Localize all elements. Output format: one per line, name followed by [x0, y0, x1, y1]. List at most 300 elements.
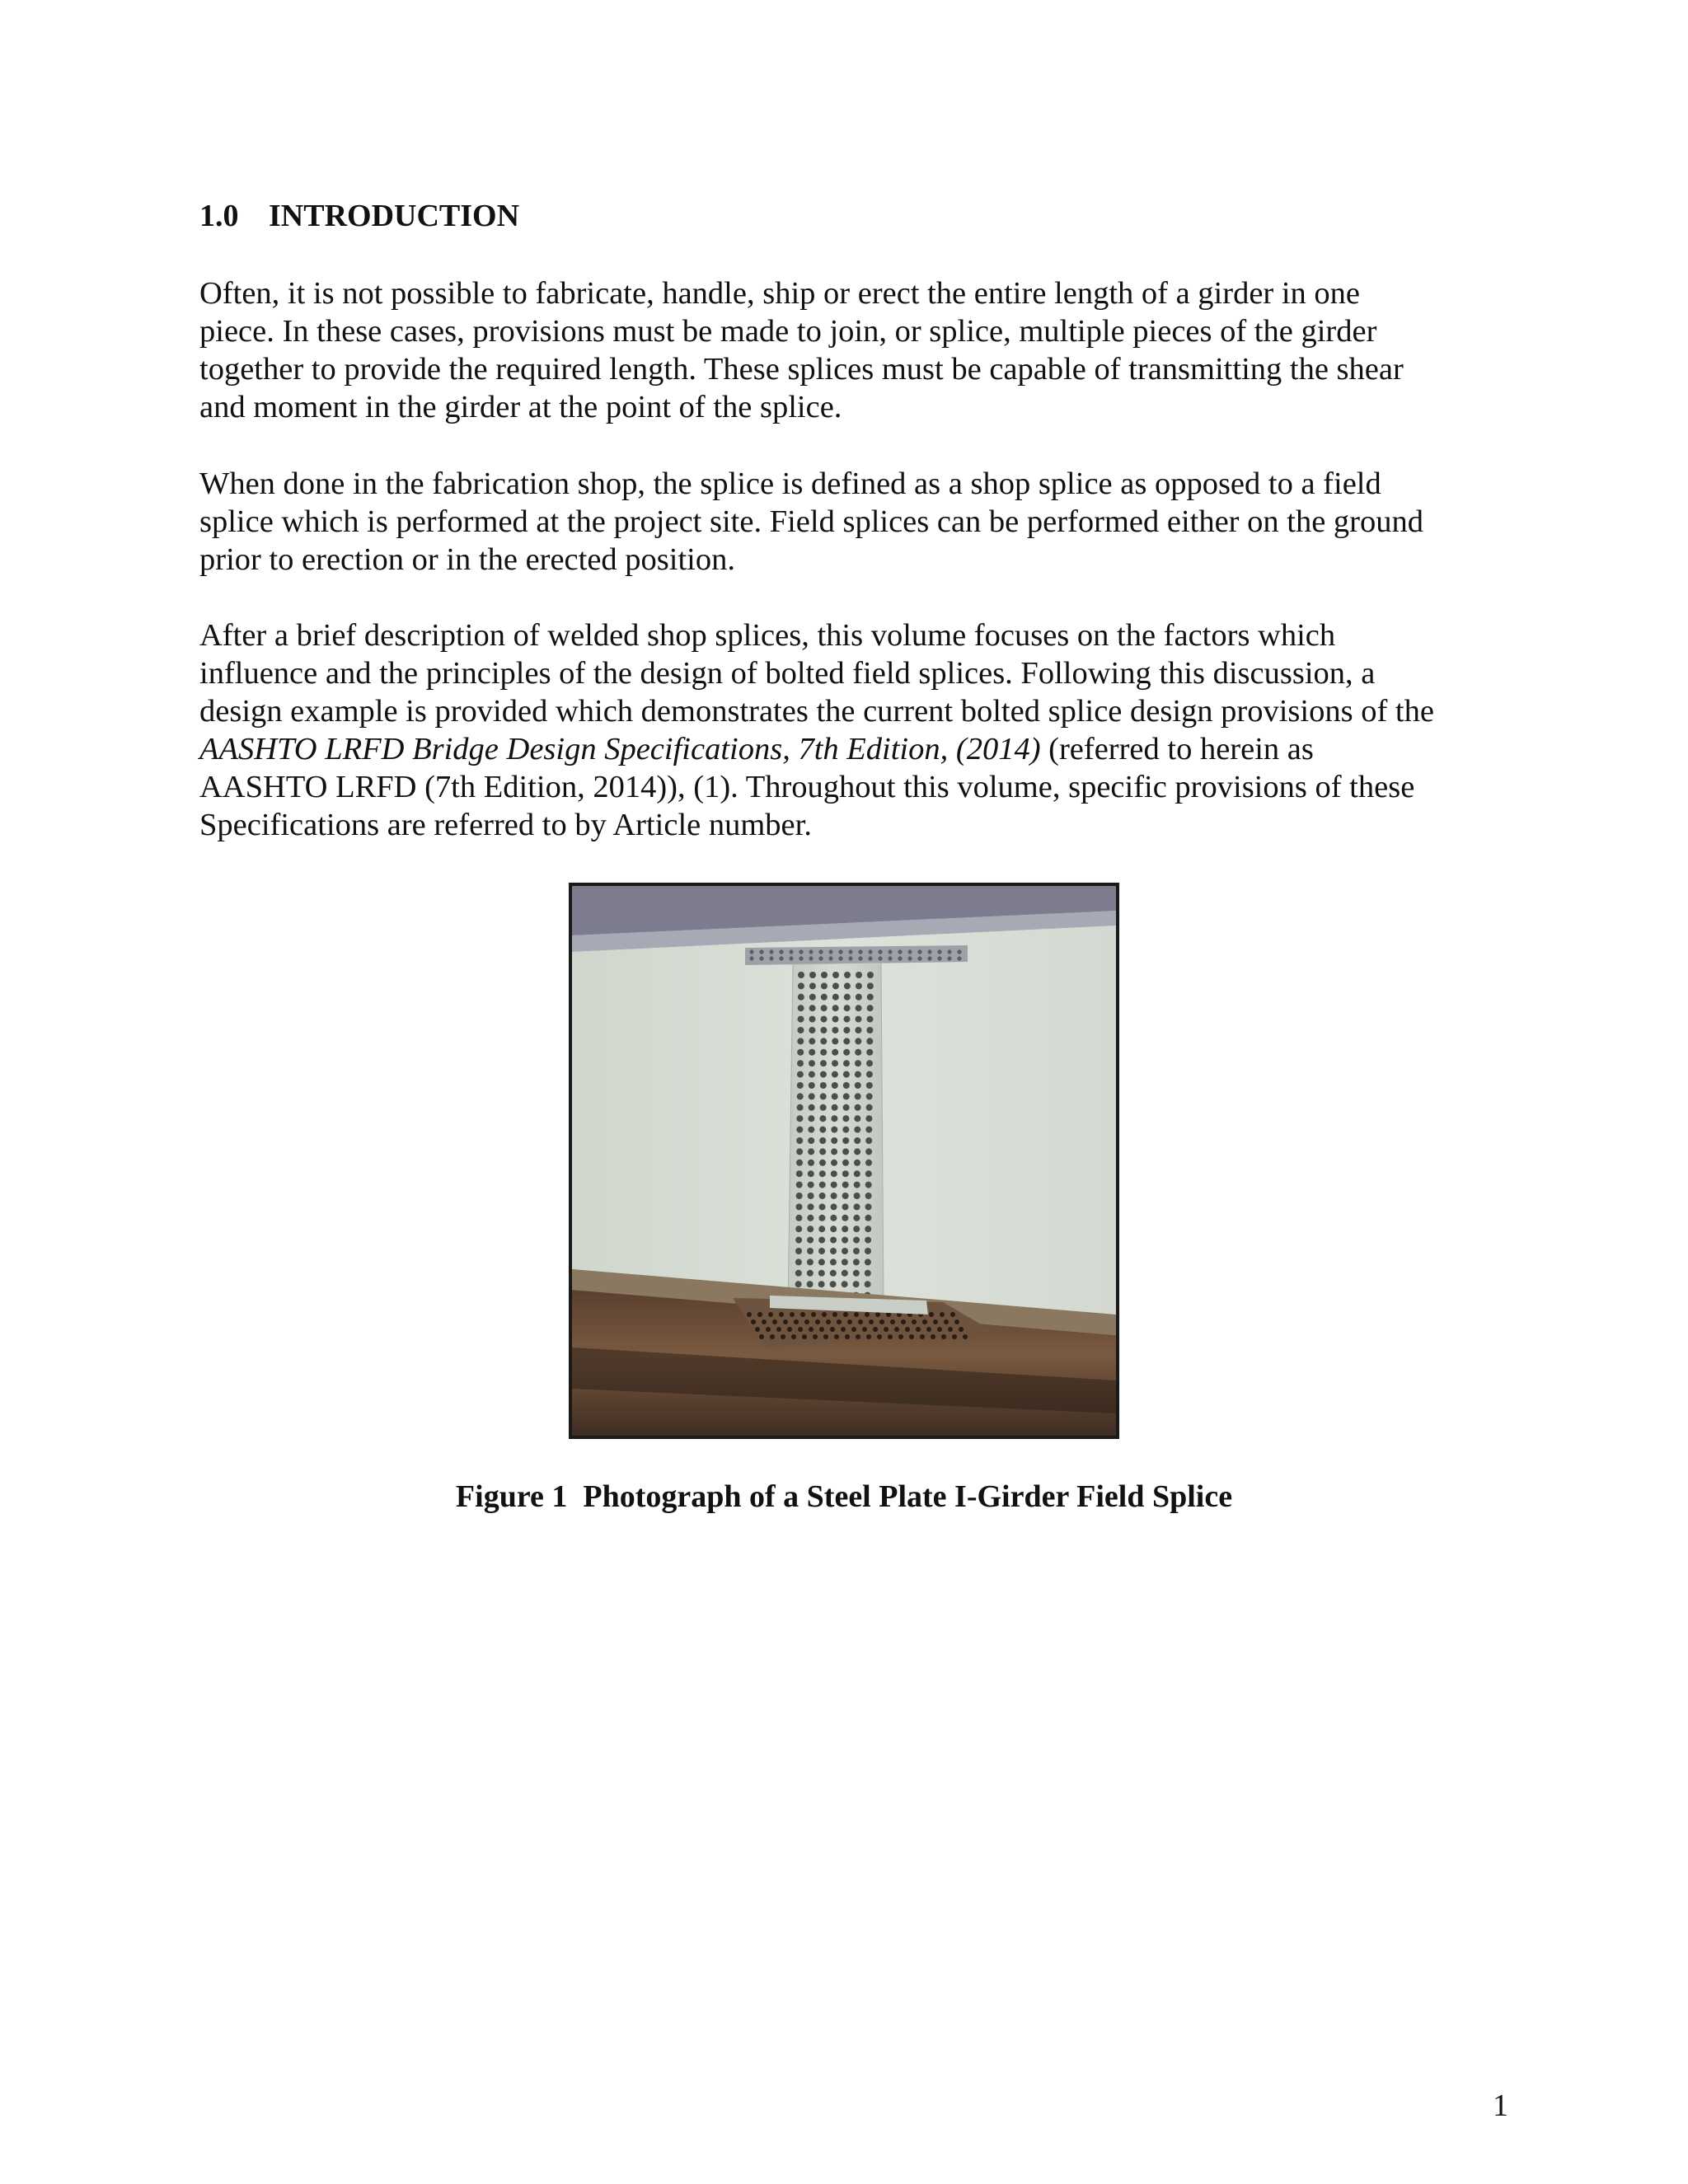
bolt [866, 1093, 873, 1099]
bolt [813, 1334, 818, 1339]
bolt [853, 1281, 860, 1287]
bolt [927, 949, 931, 954]
bolt [842, 1170, 849, 1177]
bolt [808, 1203, 814, 1210]
bolt [890, 1319, 895, 1324]
bolt [830, 1248, 837, 1254]
bolt [858, 1319, 863, 1324]
bolt [843, 1082, 850, 1089]
bolt [809, 982, 816, 989]
bolt [768, 1312, 773, 1317]
bolt [884, 1327, 889, 1332]
bolt [819, 1170, 826, 1177]
bolt [841, 1327, 846, 1332]
bolt [944, 1319, 949, 1324]
bolt [866, 1082, 873, 1089]
bolt [867, 994, 874, 1001]
bolt [809, 956, 813, 960]
bolt [819, 1148, 826, 1155]
bolt [848, 956, 852, 960]
bolt [898, 1334, 903, 1339]
bolt [854, 1182, 860, 1188]
bolt [937, 949, 941, 954]
bolt [789, 949, 793, 954]
bolt [820, 1060, 827, 1066]
bolt [866, 1334, 871, 1339]
bolt [832, 1049, 838, 1056]
section-number: 1.0 [199, 199, 239, 233]
bolt [821, 1016, 828, 1023]
bolt [832, 1312, 837, 1317]
bolt [807, 1237, 814, 1244]
bolt [798, 1005, 804, 1011]
bolt [808, 1137, 814, 1144]
bolt [856, 1005, 862, 1011]
bolt [795, 1281, 802, 1287]
bolt [832, 1060, 838, 1066]
bolt [790, 1312, 795, 1317]
bolt [821, 1005, 828, 1011]
bolt [798, 982, 804, 989]
bolt [796, 1203, 803, 1210]
bolt [796, 1160, 803, 1166]
figure-caption [0, 1477, 1688, 1516]
paragraph-1 [199, 274, 1502, 426]
bolt [894, 1327, 899, 1332]
bolt [832, 1016, 839, 1023]
bolt [832, 994, 839, 1001]
bolt [807, 1226, 814, 1232]
bolt [795, 1237, 802, 1244]
bolt [844, 994, 851, 1001]
bolt [907, 949, 912, 954]
bolt [832, 972, 839, 978]
bolt [854, 1170, 860, 1177]
bolt [791, 1334, 796, 1339]
bolt [769, 949, 773, 954]
bolt [909, 1334, 914, 1339]
bolt [818, 1258, 825, 1265]
bolt [832, 1027, 838, 1033]
bolt [802, 1334, 807, 1339]
bolt [865, 1248, 871, 1254]
bolt [831, 1160, 837, 1166]
bolt [820, 1038, 827, 1044]
bolt [800, 1312, 805, 1317]
bolt [832, 982, 839, 989]
bolt [830, 1258, 837, 1265]
bolt [831, 1137, 837, 1144]
bolt [858, 956, 862, 960]
bolt [751, 1319, 756, 1324]
bolt [798, 1016, 804, 1023]
bolt [796, 1115, 803, 1122]
bolt [862, 1327, 867, 1332]
bolt [931, 1334, 935, 1339]
bolt [807, 1270, 814, 1277]
bolt [844, 982, 851, 989]
bolt [798, 994, 804, 1001]
bolt [865, 1127, 872, 1133]
bolt [832, 1038, 838, 1044]
bolt [779, 949, 783, 954]
bolt [947, 949, 951, 954]
bolt [832, 1093, 838, 1099]
bolt [856, 1334, 860, 1339]
bolt [830, 1270, 837, 1277]
paragraph-line: splice which is performed at the project site. Field splices can be performed either on the ground [199, 504, 1423, 539]
bolt [794, 1319, 799, 1324]
bolt [929, 1312, 934, 1317]
bolt [848, 949, 852, 954]
bolt [807, 1258, 814, 1265]
bolt [898, 949, 902, 954]
bolt [819, 1160, 826, 1166]
bolt [834, 1334, 839, 1339]
bolt [759, 1334, 764, 1339]
bolt [809, 1038, 815, 1044]
bolt [907, 956, 912, 960]
bolt [940, 1312, 945, 1317]
bolt [819, 1137, 826, 1144]
bolt [818, 956, 823, 960]
bolt [769, 956, 773, 960]
section-heading [199, 196, 519, 236]
bolt [888, 956, 892, 960]
bolt [809, 1027, 815, 1033]
bolt [797, 1082, 804, 1089]
paragraph-line: After a brief description of welded shop splices, this volume focuses on the factors which [199, 618, 1336, 653]
bolt [856, 994, 862, 1001]
bolt [819, 1127, 826, 1133]
bolt [855, 1093, 861, 1099]
bolt [865, 1281, 871, 1287]
bolt [831, 1148, 837, 1155]
bolt [808, 1115, 814, 1122]
bolt [831, 1203, 837, 1210]
bolt [808, 1193, 814, 1199]
bolt [854, 1193, 860, 1199]
bolt [749, 949, 753, 954]
bolt [865, 1182, 872, 1188]
bolt [796, 1182, 803, 1188]
bolt [811, 1312, 816, 1317]
bolt [772, 1319, 777, 1324]
bolt [842, 1127, 849, 1133]
bolt [844, 1005, 851, 1011]
bolt [797, 1093, 804, 1099]
bolt [809, 1082, 815, 1089]
bolt [808, 1170, 814, 1177]
bolt [842, 1203, 849, 1210]
bolt [842, 1160, 849, 1166]
bolt [818, 949, 823, 954]
bolt [797, 1104, 804, 1111]
bolt [822, 1312, 827, 1317]
bolt [819, 1182, 826, 1188]
bolt [820, 1071, 827, 1078]
bolt [957, 956, 961, 960]
bolt [865, 1137, 872, 1144]
bolt [927, 956, 931, 960]
paragraph-line-rest: (referred to herein as [1040, 732, 1314, 766]
bolt [854, 1312, 859, 1317]
bolt [842, 1258, 848, 1265]
bolt [747, 1312, 752, 1317]
bolt [755, 1327, 760, 1332]
bolt [807, 1281, 814, 1287]
bolt [912, 1319, 917, 1324]
bolt [843, 1312, 848, 1317]
bolt [797, 1027, 804, 1033]
bolt [865, 1193, 872, 1199]
bolt [877, 1334, 882, 1339]
bolt [779, 1312, 784, 1317]
bolt [879, 1319, 884, 1324]
bolt [916, 1327, 921, 1332]
bolt [821, 982, 828, 989]
bolt [963, 1334, 968, 1339]
bolt [832, 1071, 838, 1078]
bolt [856, 972, 862, 978]
bolt [843, 1038, 850, 1044]
bolt [888, 949, 892, 954]
bolt [888, 1334, 893, 1339]
paragraph-line: together to provide the required length. These splices must be capable of transmitting the shear [199, 352, 1404, 387]
bolt [854, 1148, 860, 1155]
bolt [798, 1327, 803, 1332]
bolt [809, 1327, 814, 1332]
bolt [818, 1226, 825, 1232]
bolt [926, 1327, 931, 1332]
bolt [818, 1248, 825, 1254]
bolt [819, 1193, 826, 1199]
bolt [821, 972, 828, 978]
bolt [854, 1127, 860, 1133]
bolt [787, 1327, 792, 1332]
bolt [842, 1137, 849, 1144]
bolt [831, 1115, 837, 1122]
bolt [830, 1215, 837, 1221]
bolt [950, 1312, 955, 1317]
bolt [809, 994, 816, 1001]
bolt [818, 1215, 825, 1221]
bolt [819, 1115, 826, 1122]
bolt [820, 1082, 827, 1089]
bolt [917, 956, 921, 960]
bolt [766, 1327, 771, 1332]
bolt [796, 1193, 803, 1199]
bolt [842, 1270, 848, 1277]
bolt [851, 1327, 856, 1332]
bolt [809, 1104, 815, 1111]
bolt [866, 1060, 873, 1066]
bolt [808, 1148, 814, 1155]
bolt [952, 1334, 957, 1339]
bolt [844, 972, 851, 978]
bolt [878, 949, 882, 954]
bolt [809, 949, 813, 954]
bolt [948, 1327, 953, 1332]
bolt [781, 1334, 785, 1339]
bolt [933, 1319, 938, 1324]
bolt [830, 1237, 837, 1244]
bolt [901, 1319, 906, 1324]
bolt [797, 1049, 804, 1056]
paragraph-line: piece. In these cases, provisions must be made to join, or splice, multiple pieces of the girder [199, 314, 1377, 349]
bolt [853, 1226, 860, 1232]
bolt [853, 1215, 860, 1221]
bolt [922, 1319, 927, 1324]
bolt [845, 1334, 850, 1339]
bolt [855, 1027, 861, 1033]
bolt [798, 972, 804, 978]
bolt [830, 1226, 837, 1232]
bolt [853, 1258, 860, 1265]
bolt [809, 1049, 815, 1056]
bolt [789, 956, 793, 960]
bolt [865, 1115, 872, 1122]
bolt [865, 1258, 871, 1265]
paragraph-line-citation [199, 730, 1502, 768]
bolt [759, 956, 763, 960]
bolt [808, 1160, 814, 1166]
bolt [920, 1334, 925, 1339]
bolt [866, 1027, 873, 1033]
bolt [875, 1312, 880, 1317]
bolt [898, 956, 902, 960]
bolt [831, 1170, 837, 1177]
bolt [808, 1127, 814, 1133]
bolt [831, 1182, 837, 1188]
bolt [853, 1270, 860, 1277]
paragraph-line: When done in the fabrication shop, the splice is defined as a shop splice as opposed to a field [199, 466, 1381, 501]
paragraph-2 [199, 465, 1502, 579]
bolt [795, 1258, 802, 1265]
bolt [757, 1312, 762, 1317]
bolt [855, 1104, 861, 1111]
bolt [867, 972, 874, 978]
bolt [831, 1193, 837, 1199]
bolt [809, 1060, 815, 1066]
bolt [873, 1327, 878, 1332]
bolt [842, 1215, 848, 1221]
section-title: INTRODUCTION [269, 199, 520, 233]
bolt [799, 949, 803, 954]
bolt [856, 982, 862, 989]
bolt [819, 1203, 826, 1210]
bolt [776, 1327, 781, 1332]
bolt [831, 1127, 837, 1133]
bolt [809, 972, 816, 978]
bolt [865, 1203, 872, 1210]
bolt [854, 1137, 860, 1144]
bolt [796, 1148, 803, 1155]
figure-label: Figure 1 [455, 1479, 568, 1514]
bolt [820, 1093, 827, 1099]
figure-caption-text: Photograph of a Steel Plate I-Girder Field Splice [583, 1479, 1233, 1514]
bolt [854, 1160, 860, 1166]
bolt [865, 1237, 871, 1244]
bolt [818, 1237, 825, 1244]
bolt [826, 1319, 831, 1324]
bolt [779, 956, 783, 960]
bolt [837, 1319, 842, 1324]
bolt [796, 1170, 803, 1177]
bolt [797, 1038, 804, 1044]
bolt [865, 1148, 872, 1155]
bolt [823, 1334, 828, 1339]
bolt [854, 1115, 860, 1122]
paragraph-line: influence and the principles of the design of bolted field splices. Following this discussion, a [199, 656, 1376, 691]
bolt [843, 1071, 850, 1078]
bolt [762, 1319, 767, 1324]
bolt [843, 1027, 850, 1033]
girder-splice-photo [572, 886, 1116, 1436]
bolt [954, 1319, 959, 1324]
bolt [796, 1137, 803, 1144]
bolt [815, 1319, 820, 1324]
bolt [947, 956, 951, 960]
bolt [853, 1248, 860, 1254]
bolt [858, 949, 862, 954]
bolt [832, 1104, 838, 1111]
bolt [842, 1148, 849, 1155]
bolt [855, 1049, 861, 1056]
bolt [807, 1248, 814, 1254]
bolt [795, 1226, 802, 1232]
bolt [821, 994, 828, 1001]
paragraph-line: and moment in the girder at the point of the splice. [199, 390, 842, 424]
bolt [917, 949, 921, 954]
bolt [807, 1215, 814, 1221]
bolt [941, 1334, 946, 1339]
bolt [854, 1203, 860, 1210]
bolt [770, 1334, 775, 1339]
specification-title: AASHTO LRFD Bridge Design Specifications, 7th Edition, (2014) [199, 732, 1041, 766]
bolt [937, 956, 941, 960]
bolt [842, 1193, 849, 1199]
bolt [866, 1104, 873, 1111]
bolt [865, 1215, 871, 1221]
bolt [797, 1060, 804, 1066]
bolt [847, 1319, 852, 1324]
bolt [868, 949, 872, 954]
bolt [959, 1327, 964, 1332]
bolt [957, 949, 961, 954]
bolt [867, 1016, 874, 1023]
bolt [799, 956, 803, 960]
bolt [830, 1327, 835, 1332]
bolt [832, 1082, 838, 1089]
bolt [865, 1226, 871, 1232]
paragraph-line: Often, it is not possible to fabricate, handle, ship or erect the entire length of a girder in one [199, 276, 1361, 311]
bolt [797, 1071, 804, 1078]
bolt [855, 1060, 861, 1066]
bolt [808, 1182, 814, 1188]
bolt [809, 1016, 816, 1023]
bolt [868, 956, 872, 960]
paragraph-line: design example is provided which demonstrates the current bolted splice design provisions of the [199, 694, 1434, 729]
bolt [843, 1060, 850, 1066]
bolt [749, 956, 753, 960]
bolt [842, 1248, 848, 1254]
bolt [830, 1281, 837, 1287]
bolt [937, 1327, 942, 1332]
bolt [869, 1319, 874, 1324]
bolt [856, 1016, 862, 1023]
page-number: 1 [1493, 2088, 1508, 2123]
